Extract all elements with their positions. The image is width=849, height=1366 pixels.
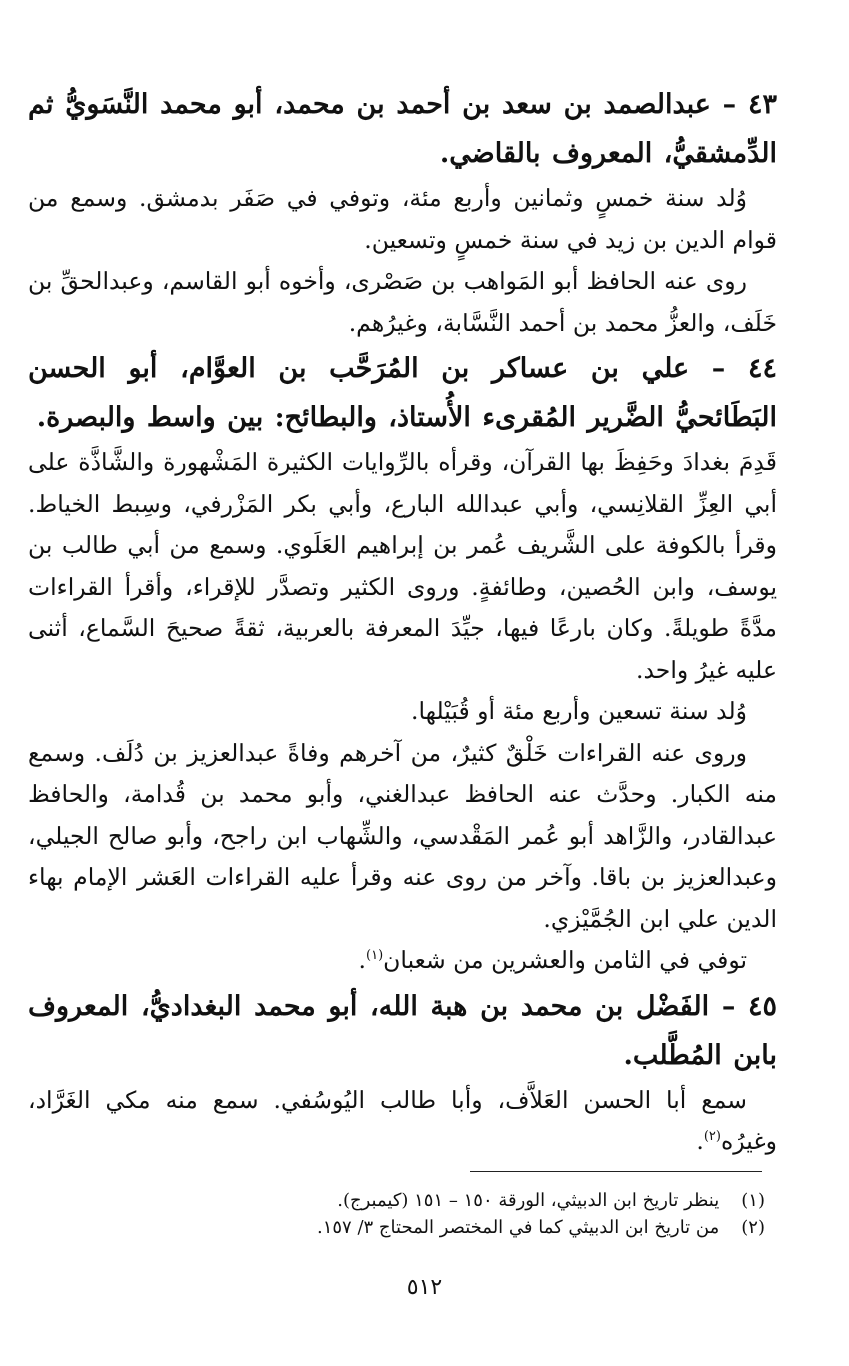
entry-43-heading: ٤٣ – عبدالصمد بن سعد بن أحمد بن محمد، أبو محمد النَّسَويُّ ثم الدِّمشقيُّ، المعروف بالقاضي.	[28, 89, 777, 169]
period: .	[696, 1127, 704, 1155]
entry-44-paragraph-4-text: توفي في الثامن والعشرين من شعبان	[383, 946, 747, 974]
entry-43-paragraph-2: روى عنه الحافظ أبو المَواهب بن صَصْرى، وأخوه أبو القاسم، وعبدالحقِّ بن خَلَف، والعزُّ محمد بن أحمد النَّسَّابة، وغيرُهم.	[28, 267, 777, 337]
footnote-1	[65, 1187, 765, 1214]
footnote-divider	[470, 1171, 762, 1172]
entry-44-heading: ٤٤ – علي بن عساكر بن المُرَحَّب بن العوَّام، أبو الحسن البَطَائحيُّ الضَّرير المُقرىء الأُستاذ، والبطائح: بين واسط والبصرة.	[28, 353, 777, 433]
entry-44-paragraph-2: وُلد سنة تسعين وأربع مئة أو قُبَيْلها.	[411, 697, 747, 725]
entry-45-heading: ٤٥ – الفَضْل بن محمد بن هبة الله، أبو محمد البغداديُّ، المعروف بابن المُطَّلب.	[28, 990, 777, 1071]
footnote-2-number: (٢)	[741, 1217, 765, 1238]
entry-44-paragraph-1: قَدِمَ بغدادَ وحَفِظَ بها القرآن، وقرأه بالرِّوايات الكثيرة المَشْهورة والشَّاذَّة على أبي العِزِّ القلانِسي، وأبي عبدالله البارع، وأبي بكر المَزْرفي، وسِبط الخياط. وقرأ بالكوفة على الشَّريف عُمر بن إبراهيم العَلَوي. وسمع من أبي طالب بن يوسف، وابن الحُصين، وطائفةٍ. وروى الكثير وتصدَّر للإقراء، وأقرأ القراءات مدَّةً طويلةً. وكان بارعًا فيها، جيِّدَ المعرفة بالعربية، ثقةً صحيحَ السَّماع، أثنى عليه غيرُ واحد.	[28, 448, 777, 684]
footnote-2-text: من تاريخ ابن الدبيثي كما في المختصر المحتاج ٣/ ١٥٧.	[316, 1217, 720, 1238]
footnote-ref-2[interactable]: (٢)	[703, 1129, 721, 1145]
period: .	[358, 946, 367, 974]
entry-44-paragraph-4	[28, 940, 777, 982]
entry-43-paragraph-1: وُلد سنة خمسٍ وثمانين وأربع مئة، وتوفي في صَفَر بدمشق. وسمع من قوام الدين بن زيد في سنة خمسٍ وتسعين.	[28, 184, 777, 254]
footnote-2	[65, 1214, 765, 1241]
footnote-ref-1[interactable]: (١)	[366, 948, 384, 964]
entry-45-paragraph-1-text: سمع أبا الحسن العَلاَّف، وأبا طالب اليُوسُفي. سمع منه مكي الغَرَّاد، وغيرُه	[28, 1085, 777, 1155]
footnotes	[65, 1187, 765, 1241]
page-number: ٥١٢	[406, 1275, 443, 1300]
footnote-1-text: ينظر تاريخ ابن الدبيثي، الورقة ١٥٠ – ١٥١ (كيمبرج).	[337, 1190, 720, 1211]
entry-44-paragraph-3: وروى عنه القراءات خَلْقٌ كثيرٌ، من آخرهم وفاةً عبدالعزيز بن دُلَف. وسمع منه الكبار. وحدَّث عنه الحافظ عبدالغني، وأبو محمد بن قُدامة، والحافظ عبدالقادر، والزَّاهد أبو عُمر المَقْدسي، والشِّهاب ابن راجح، وأبو صالح الجيلي، وعبدالعزيز بن باقا. وآخر من روى عنه وقرأ عليه القراءات العَشر الإمام بهاء الدين علي ابن الجُمَّيْزي.	[28, 738, 777, 933]
entry-45-paragraph-1	[28, 1080, 777, 1163]
footnote-1-number: (١)	[741, 1190, 765, 1211]
